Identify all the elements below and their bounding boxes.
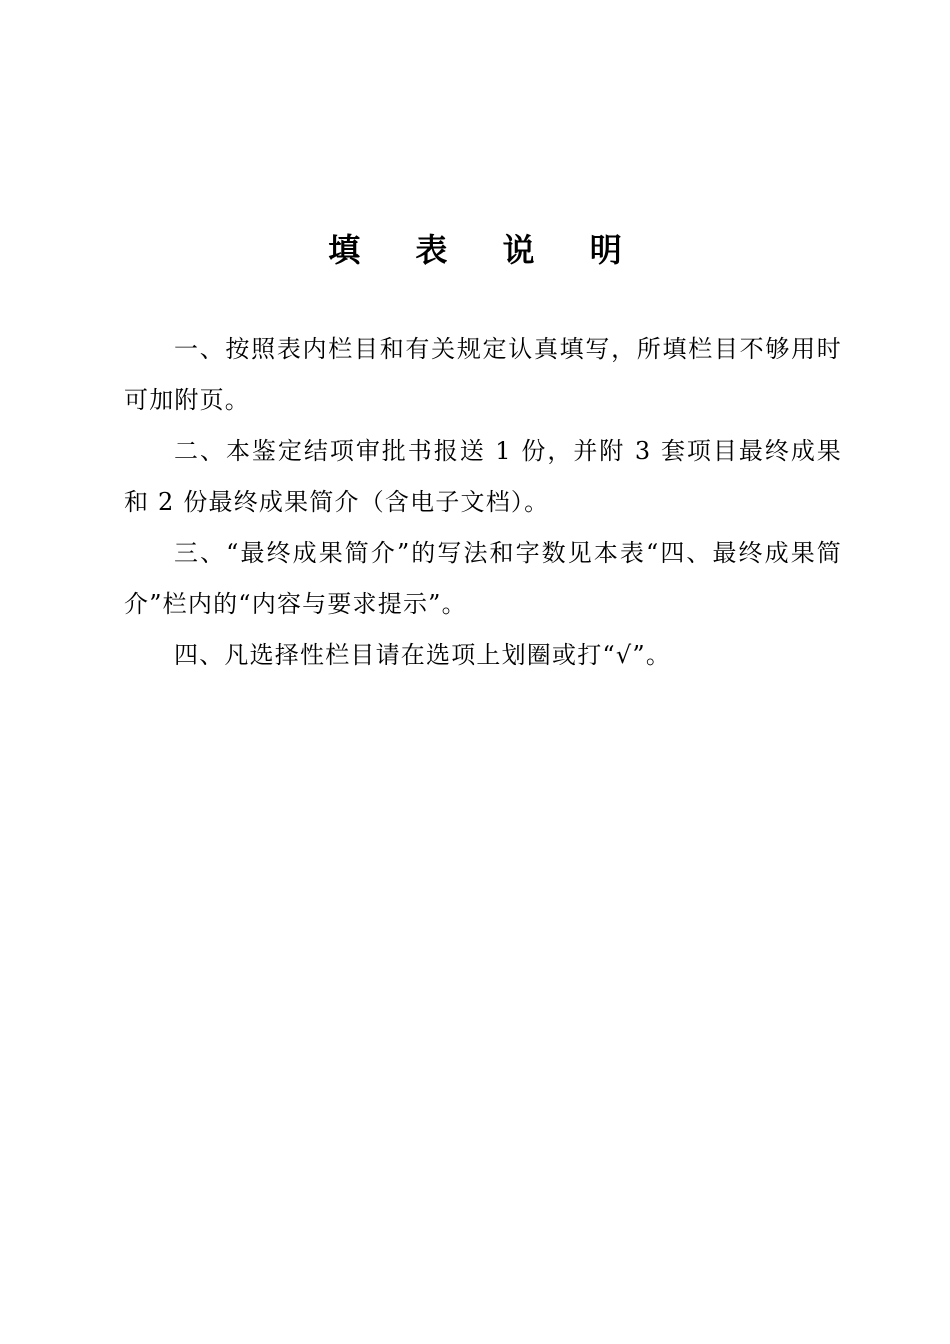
- instruction-item-4: 四、凡选择性栏目请在选项上划圈或打“√”。: [174, 641, 672, 669]
- instruction-item-2: 二、本鉴定结项审批书报送 1 份，并附 3 套项目最终成果和 2 份最终成果简介（含电子文档）。: [124, 437, 842, 516]
- instructions-body: [124, 324, 842, 681]
- page-title: 填 表 说 明: [328, 231, 644, 269]
- instruction-item-3: 三、“最终成果简介”的写法和字数见本表“四、最终成果简介”栏内的“内容与要求提示”。: [124, 539, 842, 618]
- instruction-item-1: 一、按照表内栏目和有关规定认真填写，所填栏目不够用时可加附页。: [124, 335, 842, 414]
